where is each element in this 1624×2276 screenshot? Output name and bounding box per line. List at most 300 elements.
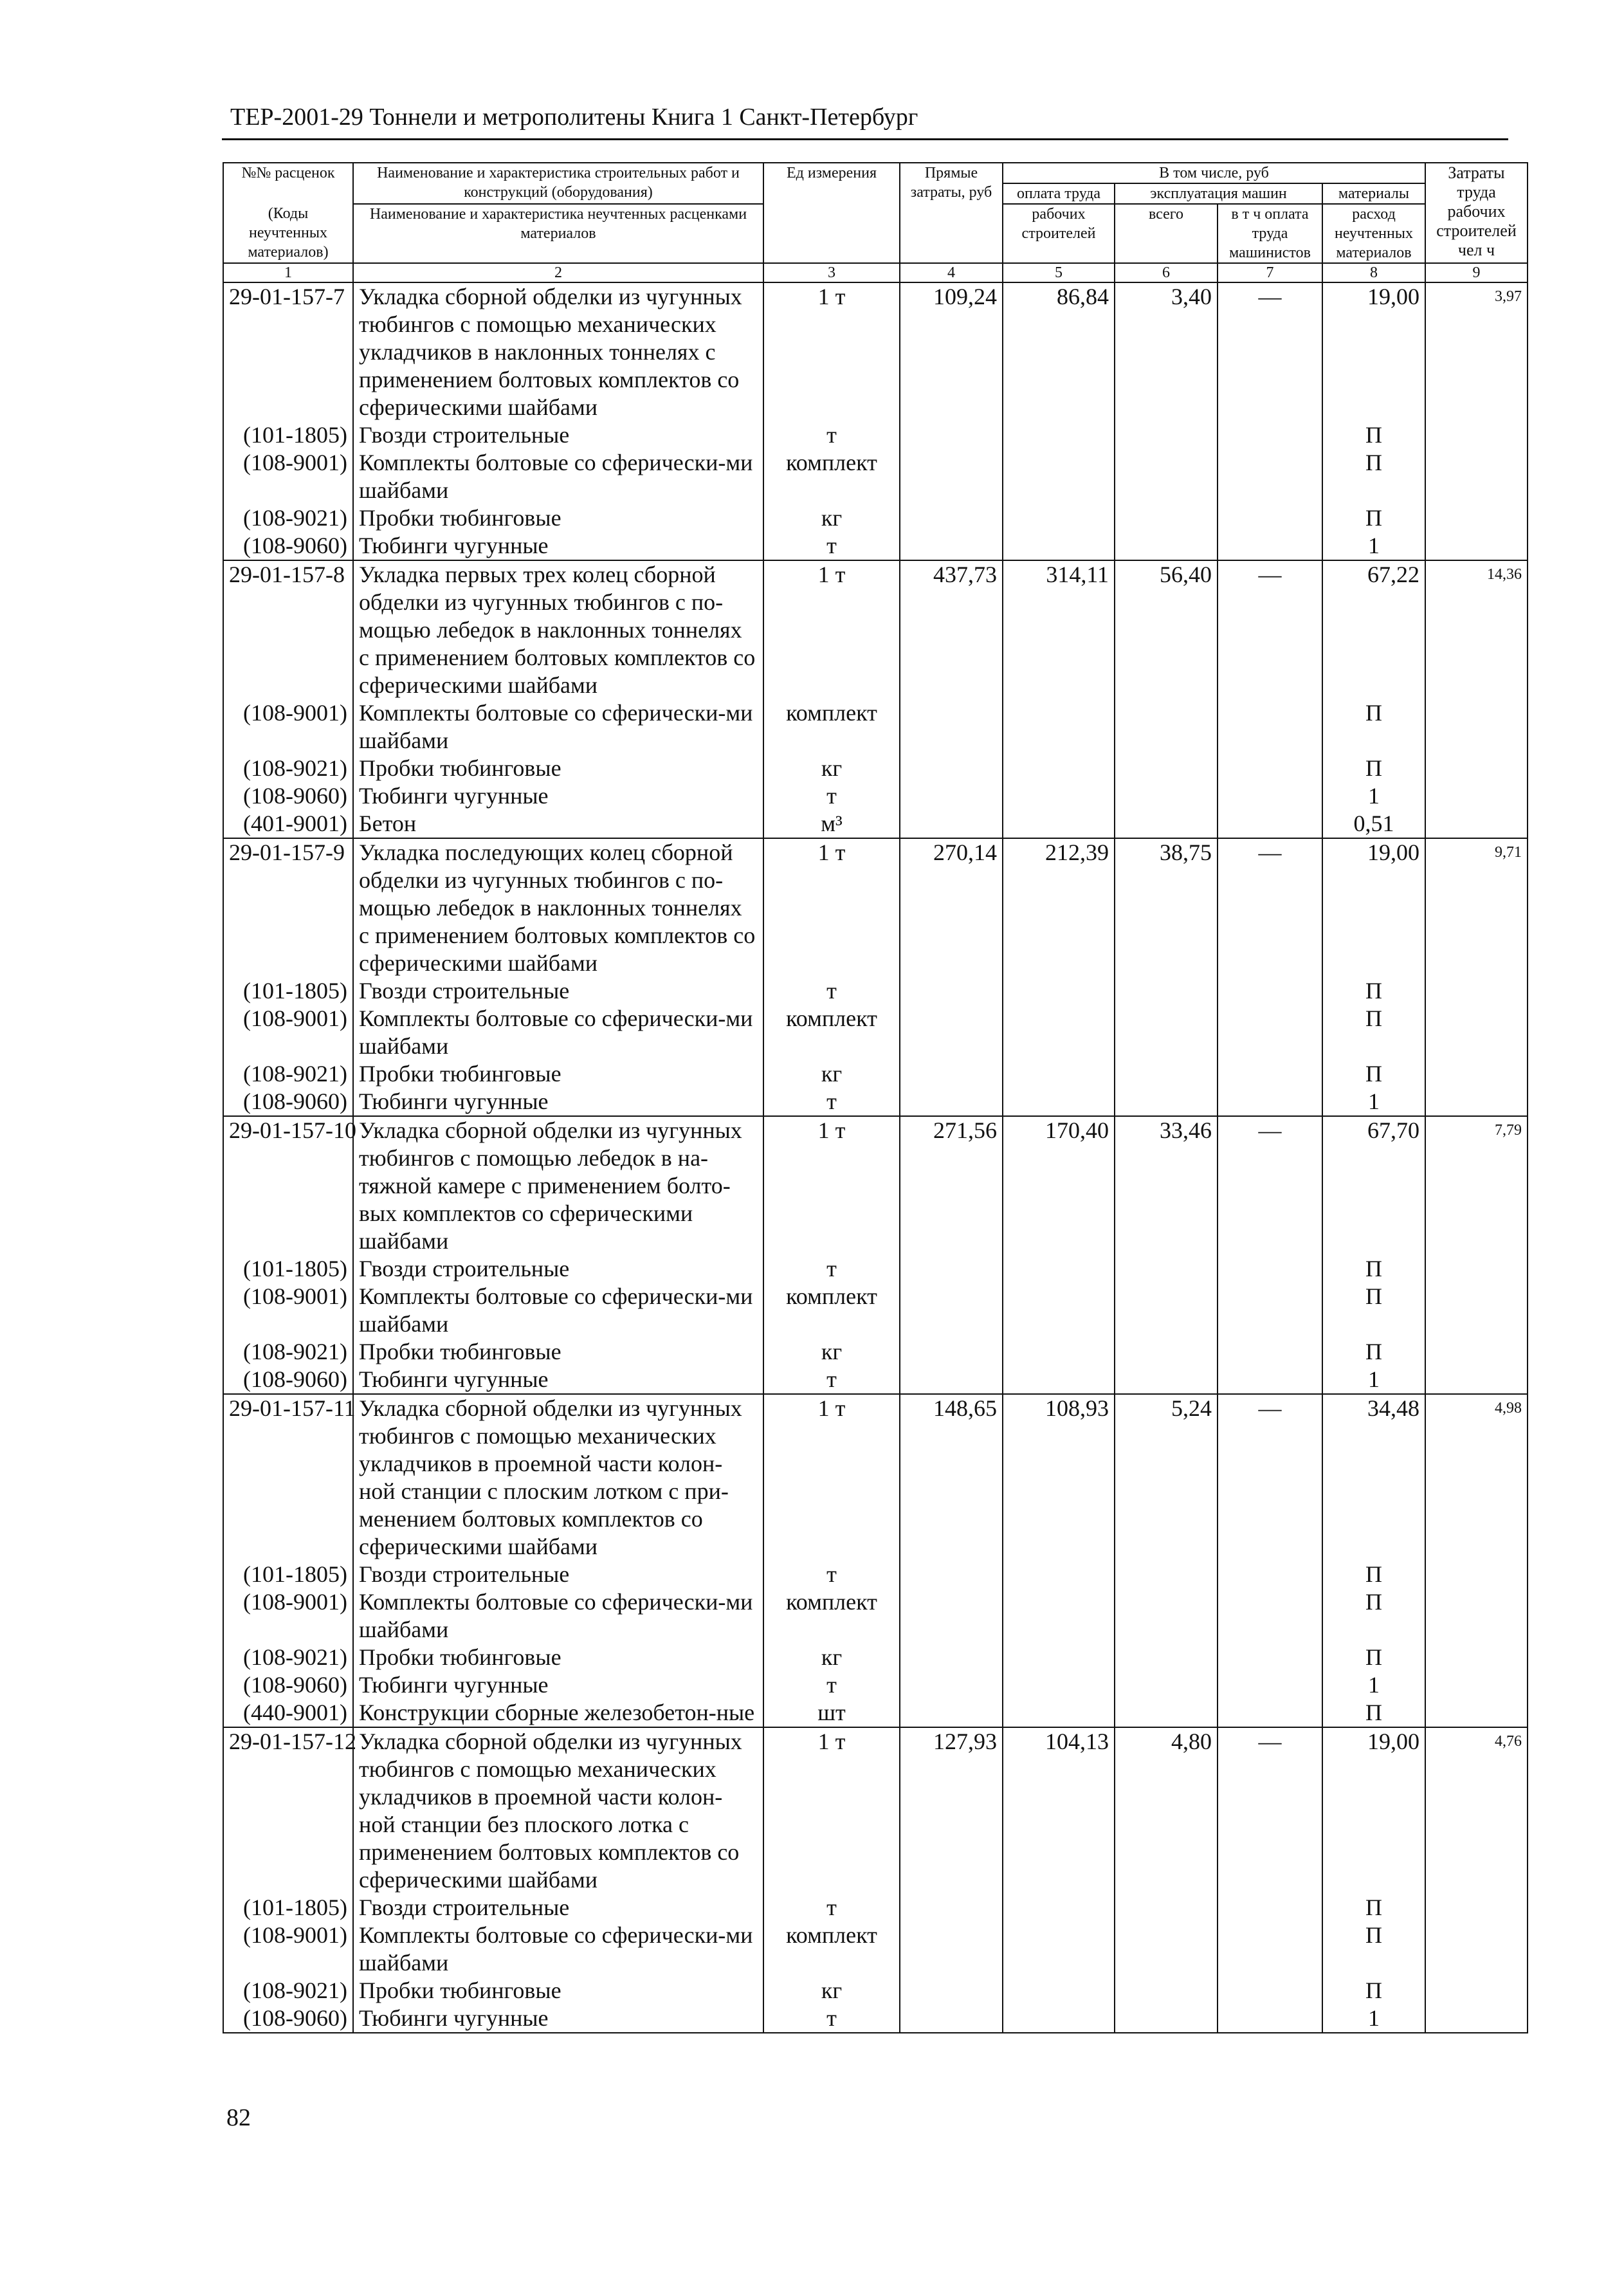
empty-cell [1115, 1366, 1218, 1394]
header-col2-top: Наименование и характеристика строительных работ и конструкций (оборудования) [353, 163, 763, 204]
labor-costs: 108,93 [1003, 1394, 1115, 1561]
empty-cell [900, 1699, 1003, 1727]
header-col5-bottom: рабочих строителей [1003, 204, 1115, 263]
operator-costs: — [1218, 838, 1322, 977]
material-name: Гвозди строительные [353, 977, 763, 1005]
material-code: (108-9001) [223, 1588, 353, 1644]
empty-cell [1425, 1644, 1528, 1671]
empty-cell [1115, 977, 1218, 1005]
table-body [223, 282, 1528, 2033]
column-number: 6 [1115, 263, 1218, 282]
material-unit: комплект [763, 1005, 900, 1060]
empty-cell [900, 421, 1003, 449]
empty-cell [1218, 2005, 1322, 2033]
empty-cell [1003, 1922, 1115, 1977]
material-code: (101-1805) [223, 1561, 353, 1588]
machine-costs: 56,40 [1115, 560, 1218, 699]
material-unit: т [763, 1561, 900, 1588]
labor-hours: 9,71 [1425, 838, 1528, 977]
material-quantity: П [1322, 977, 1425, 1005]
empty-cell [1218, 1283, 1322, 1338]
empty-cell [1218, 1588, 1322, 1644]
empty-cell [1115, 1255, 1218, 1283]
empty-cell [1115, 810, 1218, 838]
empty-cell [1218, 1644, 1322, 1671]
material-code: (440-9001) [223, 1699, 353, 1727]
empty-cell [900, 1338, 1003, 1366]
empty-cell [1425, 2005, 1528, 2033]
header-col8-top: материалы [1322, 183, 1425, 204]
material-quantity: П [1322, 1922, 1425, 1977]
material-code: (108-9060) [223, 1088, 353, 1116]
empty-cell [1003, 1060, 1115, 1088]
material-costs: 19,00 [1322, 838, 1425, 977]
material-name: Тюбинги чугунные [353, 2005, 763, 2033]
empty-cell [1115, 1005, 1218, 1060]
material-code: (101-1805) [223, 421, 353, 449]
material-name: Тюбинги чугунные [353, 1671, 763, 1699]
material-costs: 19,00 [1322, 282, 1425, 421]
empty-cell [1425, 1699, 1528, 1727]
material-unit: комплект [763, 1588, 900, 1644]
empty-cell [1003, 755, 1115, 782]
material-name: Конструкции сборные железобетон-ные [353, 1699, 763, 1727]
rate-row [223, 1116, 1528, 1255]
empty-cell [1425, 532, 1528, 560]
material-quantity: 1 [1322, 1366, 1425, 1394]
empty-cell [900, 782, 1003, 810]
material-name: Комплекты болтовые со сферически-ми шайбами [353, 1922, 763, 1977]
labor-costs: 212,39 [1003, 838, 1115, 977]
empty-cell [1218, 421, 1322, 449]
empty-cell [1003, 782, 1115, 810]
material-code: (108-9001) [223, 1283, 353, 1338]
material-row [223, 1588, 1528, 1644]
empty-cell [1425, 1338, 1528, 1366]
empty-cell [1003, 977, 1115, 1005]
empty-cell [900, 1922, 1003, 1977]
empty-cell [1003, 1671, 1115, 1699]
empty-cell [1115, 1060, 1218, 1088]
operator-costs: — [1218, 1394, 1322, 1561]
empty-cell [1003, 1005, 1115, 1060]
rate-row [223, 282, 1528, 421]
column-number: 4 [900, 263, 1003, 282]
rate-row [223, 838, 1528, 977]
empty-cell [1115, 449, 1218, 504]
empty-cell [900, 1977, 1003, 2005]
empty-cell [1115, 1977, 1218, 2005]
empty-cell [1003, 449, 1115, 504]
material-name: Пробки тюбинговые [353, 1060, 763, 1088]
material-code: (108-9021) [223, 504, 353, 532]
material-name: Гвозди строительные [353, 1561, 763, 1588]
material-code: (108-9021) [223, 1977, 353, 2005]
empty-cell [1218, 755, 1322, 782]
empty-cell [1003, 1894, 1115, 1922]
material-unit: т [763, 1671, 900, 1699]
labor-costs: 104,13 [1003, 1727, 1115, 1894]
material-quantity: П [1322, 1005, 1425, 1060]
direct-costs: 271,56 [900, 1116, 1003, 1255]
material-name: Комплекты болтовые со сферически-ми шайбами [353, 699, 763, 755]
material-quantity: П [1322, 1561, 1425, 1588]
rate-code: 29-01-157-7 [223, 282, 353, 421]
material-code: (108-9060) [223, 782, 353, 810]
rate-code: 29-01-157-8 [223, 560, 353, 699]
column-number: 8 [1322, 263, 1425, 282]
rate-code: 29-01-157-12 [223, 1727, 353, 1894]
rate-code: 29-01-157-9 [223, 838, 353, 977]
empty-cell [1115, 755, 1218, 782]
empty-cell [1218, 1671, 1322, 1699]
material-code: (108-9060) [223, 2005, 353, 2033]
material-costs: 34,48 [1322, 1394, 1425, 1561]
empty-cell [900, 810, 1003, 838]
empty-cell [1218, 977, 1322, 1005]
column-number: 9 [1425, 263, 1528, 282]
empty-cell [1003, 1699, 1115, 1727]
rate-row [223, 1727, 1528, 1894]
rate-name: Укладка сборной обделки из чугунных тюбингов с помощью механических укладчиков в проемной части колон-ной станции с плоским лотком с при-менением болтовых комплектов со сферическими шайбами [353, 1394, 763, 1561]
material-row [223, 1894, 1528, 1922]
direct-costs: 270,14 [900, 838, 1003, 977]
empty-cell [1218, 1088, 1322, 1116]
empty-cell [1115, 1088, 1218, 1116]
material-name: Бетон [353, 810, 763, 838]
rate-unit: 1 т [763, 1394, 900, 1561]
material-unit: т [763, 1088, 900, 1116]
material-quantity: П [1322, 1699, 1425, 1727]
column-number: 2 [353, 263, 763, 282]
material-unit: т [763, 1255, 900, 1283]
empty-cell [900, 1588, 1003, 1644]
material-code: (108-9060) [223, 532, 353, 560]
empty-cell [1115, 1644, 1218, 1671]
empty-cell [1003, 504, 1115, 532]
empty-cell [1425, 421, 1528, 449]
material-quantity: П [1322, 421, 1425, 449]
empty-cell [1425, 782, 1528, 810]
material-unit: кг [763, 1060, 900, 1088]
material-row [223, 449, 1528, 504]
material-row [223, 755, 1528, 782]
labor-hours: 3,97 [1425, 282, 1528, 421]
empty-cell [900, 977, 1003, 1005]
rate-name: Укладка сборной обделки из чугунных тюбингов с помощью механических укладчиков в проемной части колон-ной станции без плоского лотка с применением болтовых комплектов со сферическими шайбами [353, 1727, 763, 1894]
material-name: Тюбинги чугунные [353, 532, 763, 560]
material-row [223, 1922, 1528, 1977]
empty-cell [1003, 2005, 1115, 2033]
empty-cell [1115, 1338, 1218, 1366]
material-code: (108-9001) [223, 699, 353, 755]
header-col8-bottom: расход неучтенных материалов [1322, 204, 1425, 263]
empty-cell [1115, 1699, 1218, 1727]
header-col9: Затраты труда рабочих строителей чел ч [1425, 163, 1528, 263]
empty-cell [1425, 449, 1528, 504]
direct-costs: 127,93 [900, 1727, 1003, 1894]
empty-cell [1218, 1922, 1322, 1977]
empty-cell [1218, 1561, 1322, 1588]
material-row [223, 810, 1528, 838]
material-name: Комплекты болтовые со сферически-ми шайбами [353, 1005, 763, 1060]
column-number: 7 [1218, 263, 1322, 282]
material-code: (108-9001) [223, 1005, 353, 1060]
empty-cell [1003, 1561, 1115, 1588]
empty-cell [1425, 699, 1528, 755]
labor-hours: 7,79 [1425, 1116, 1528, 1255]
column-number: 5 [1003, 263, 1115, 282]
machine-costs: 3,40 [1115, 282, 1218, 421]
empty-cell [1115, 699, 1218, 755]
empty-cell [1115, 504, 1218, 532]
material-unit: кг [763, 504, 900, 532]
material-unit: кг [763, 1977, 900, 2005]
empty-cell [1218, 810, 1322, 838]
material-row [223, 1699, 1528, 1727]
empty-cell [1115, 2005, 1218, 2033]
material-code: (108-9001) [223, 449, 353, 504]
column-numbers-row [223, 263, 1528, 282]
material-unit: комплект [763, 699, 900, 755]
empty-cell [900, 1366, 1003, 1394]
material-code: (101-1805) [223, 1255, 353, 1283]
rate-row [223, 1394, 1528, 1561]
empty-cell [1425, 755, 1528, 782]
empty-cell [1425, 977, 1528, 1005]
empty-cell [1003, 1366, 1115, 1394]
operator-costs: — [1218, 1116, 1322, 1255]
empty-cell [1003, 532, 1115, 560]
empty-cell [1425, 1977, 1528, 2005]
header-col3: Ед измерения [763, 163, 900, 263]
rates-table [223, 162, 1528, 2033]
material-quantity: 0,51 [1322, 810, 1425, 838]
empty-cell [1003, 699, 1115, 755]
header-col5-top: оплата труда [1003, 183, 1115, 204]
empty-cell [1115, 532, 1218, 560]
material-unit: комплект [763, 1283, 900, 1338]
empty-cell [900, 1255, 1003, 1283]
empty-cell [900, 755, 1003, 782]
empty-cell [900, 1561, 1003, 1588]
operator-costs: — [1218, 1727, 1322, 1894]
empty-cell [900, 1005, 1003, 1060]
material-code: (101-1805) [223, 977, 353, 1005]
material-row [223, 1060, 1528, 1088]
material-quantity: П [1322, 755, 1425, 782]
material-row [223, 1088, 1528, 1116]
rate-unit: 1 т [763, 560, 900, 699]
empty-cell [1425, 810, 1528, 838]
empty-cell [1425, 1060, 1528, 1088]
labor-hours: 14,36 [1425, 560, 1528, 699]
empty-cell [1425, 1588, 1528, 1644]
material-row [223, 532, 1528, 560]
empty-cell [1003, 1338, 1115, 1366]
empty-cell [1218, 782, 1322, 810]
material-quantity: П [1322, 1644, 1425, 1671]
empty-cell [900, 2005, 1003, 2033]
empty-cell [1425, 1922, 1528, 1977]
rate-name: Укладка сборной обделки из чугунных тюбингов с помощью механических укладчиков в наклонных тоннелях с применением болтовых комплектов со сферическими шайбами [353, 282, 763, 421]
material-costs: 19,00 [1322, 1727, 1425, 1894]
empty-cell [900, 1060, 1003, 1088]
material-costs: 67,70 [1322, 1116, 1425, 1255]
material-unit: м³ [763, 810, 900, 838]
rate-unit: 1 т [763, 1116, 900, 1255]
material-quantity: П [1322, 1255, 1425, 1283]
page-number: 82 [226, 2104, 251, 2131]
material-quantity: П [1322, 1338, 1425, 1366]
header-rule [222, 138, 1508, 140]
empty-cell [1218, 449, 1322, 504]
empty-cell [900, 449, 1003, 504]
material-unit: кг [763, 755, 900, 782]
material-quantity: 1 [1322, 2005, 1425, 2033]
empty-cell [1218, 504, 1322, 532]
empty-cell [1003, 1644, 1115, 1671]
empty-cell [1003, 1977, 1115, 2005]
empty-cell [900, 1283, 1003, 1338]
material-quantity: 1 [1322, 782, 1425, 810]
material-unit: т [763, 782, 900, 810]
material-quantity: 1 [1322, 1088, 1425, 1116]
empty-cell [1115, 1283, 1218, 1338]
material-code: (108-9060) [223, 1671, 353, 1699]
material-quantity: П [1322, 1283, 1425, 1338]
material-quantity: 1 [1322, 1671, 1425, 1699]
operator-costs: — [1218, 560, 1322, 699]
material-unit: шт [763, 1699, 900, 1727]
empty-cell [1425, 1561, 1528, 1588]
rate-unit: 1 т [763, 282, 900, 421]
table-header [223, 163, 1528, 282]
material-quantity: П [1322, 1894, 1425, 1922]
material-quantity: П [1322, 1060, 1425, 1088]
material-name: Пробки тюбинговые [353, 1338, 763, 1366]
material-row [223, 1366, 1528, 1394]
empty-cell [900, 1088, 1003, 1116]
rate-code: 29-01-157-11 [223, 1394, 353, 1561]
material-name: Комплекты болтовые со сферически-ми шайбами [353, 1283, 763, 1338]
material-name: Пробки тюбинговые [353, 1644, 763, 1671]
empty-cell [1425, 1894, 1528, 1922]
empty-cell [1115, 1671, 1218, 1699]
empty-cell [1115, 1922, 1218, 1977]
machine-costs: 4,80 [1115, 1727, 1218, 1894]
empty-cell [1218, 532, 1322, 560]
material-quantity: П [1322, 699, 1425, 755]
material-unit: кг [763, 1644, 900, 1671]
material-name: Пробки тюбинговые [353, 755, 763, 782]
material-quantity: 1 [1322, 532, 1425, 560]
material-name: Гвозди строительные [353, 1255, 763, 1283]
rate-row [223, 560, 1528, 699]
column-number: 1 [223, 263, 353, 282]
material-unit: комплект [763, 449, 900, 504]
material-unit: т [763, 421, 900, 449]
empty-cell [1218, 1255, 1322, 1283]
header-col2-bottom: Наименование и характеристика неучтенных расценками материалов [353, 204, 763, 263]
header-col1-bottom: (Коды неучтенных материалов) [223, 204, 353, 263]
material-unit: комплект [763, 1922, 900, 1977]
material-code: (108-9021) [223, 1644, 353, 1671]
empty-cell [1218, 1977, 1322, 2005]
material-name: Комплекты болтовые со сферически-ми шайбами [353, 449, 763, 504]
material-row [223, 782, 1528, 810]
page-header: ТЕР-2001-29 Тоннели и метрополитены Книга 1 Санкт-Петербург [230, 104, 918, 131]
empty-cell [1218, 1060, 1322, 1088]
material-code: (108-9060) [223, 1366, 353, 1394]
machine-costs: 38,75 [1115, 838, 1218, 977]
direct-costs: 109,24 [900, 282, 1003, 421]
empty-cell [1115, 1894, 1218, 1922]
material-code: (108-9021) [223, 1060, 353, 1088]
material-quantity: П [1322, 449, 1425, 504]
material-unit: т [763, 2005, 900, 2033]
header-col6: всего [1115, 204, 1218, 263]
material-code: (108-9021) [223, 1338, 353, 1366]
machine-costs: 33,46 [1115, 1116, 1218, 1255]
empty-cell [1425, 1005, 1528, 1060]
empty-cell [1218, 1366, 1322, 1394]
machine-costs: 5,24 [1115, 1394, 1218, 1561]
material-row [223, 977, 1528, 1005]
material-row [223, 1561, 1528, 1588]
direct-costs: 148,65 [900, 1394, 1003, 1561]
empty-cell [1425, 1366, 1528, 1394]
material-row [223, 421, 1528, 449]
material-name: Тюбинги чугунные [353, 1088, 763, 1116]
rate-name: Укладка последующих колец сборной обделки из чугунных тюбингов с по-мощью лебедок в наклонных тоннелях с применением болтовых комплектов со сферическими шайбами [353, 838, 763, 977]
empty-cell [900, 532, 1003, 560]
empty-cell [1003, 1255, 1115, 1283]
material-unit: т [763, 977, 900, 1005]
material-quantity: П [1322, 504, 1425, 532]
empty-cell [1425, 1283, 1528, 1338]
empty-cell [1003, 1588, 1115, 1644]
material-quantity: П [1322, 1588, 1425, 1644]
empty-cell [1115, 421, 1218, 449]
header-col7: в т ч оплата труда машинистов [1218, 204, 1322, 263]
direct-costs: 437,73 [900, 560, 1003, 699]
material-name: Тюбинги чугунные [353, 1366, 763, 1394]
empty-cell [1425, 1088, 1528, 1116]
material-row [223, 2005, 1528, 2033]
operator-costs: — [1218, 282, 1322, 421]
labor-costs: 170,40 [1003, 1116, 1115, 1255]
material-code: (108-9021) [223, 755, 353, 782]
empty-cell [1218, 1338, 1322, 1366]
material-unit: т [763, 532, 900, 560]
empty-cell [900, 699, 1003, 755]
material-name: Пробки тюбинговые [353, 504, 763, 532]
material-unit: кг [763, 1338, 900, 1366]
empty-cell [1003, 810, 1115, 838]
empty-cell [1425, 1255, 1528, 1283]
material-code: (101-1805) [223, 1894, 353, 1922]
material-name: Гвозди строительные [353, 421, 763, 449]
material-row [223, 1338, 1528, 1366]
empty-cell [1003, 421, 1115, 449]
material-unit: т [763, 1894, 900, 1922]
material-name: Гвозди строительные [353, 1894, 763, 1922]
labor-hours: 4,76 [1425, 1727, 1528, 1894]
labor-costs: 314,11 [1003, 560, 1115, 699]
empty-cell [1425, 1671, 1528, 1699]
empty-cell [900, 1894, 1003, 1922]
